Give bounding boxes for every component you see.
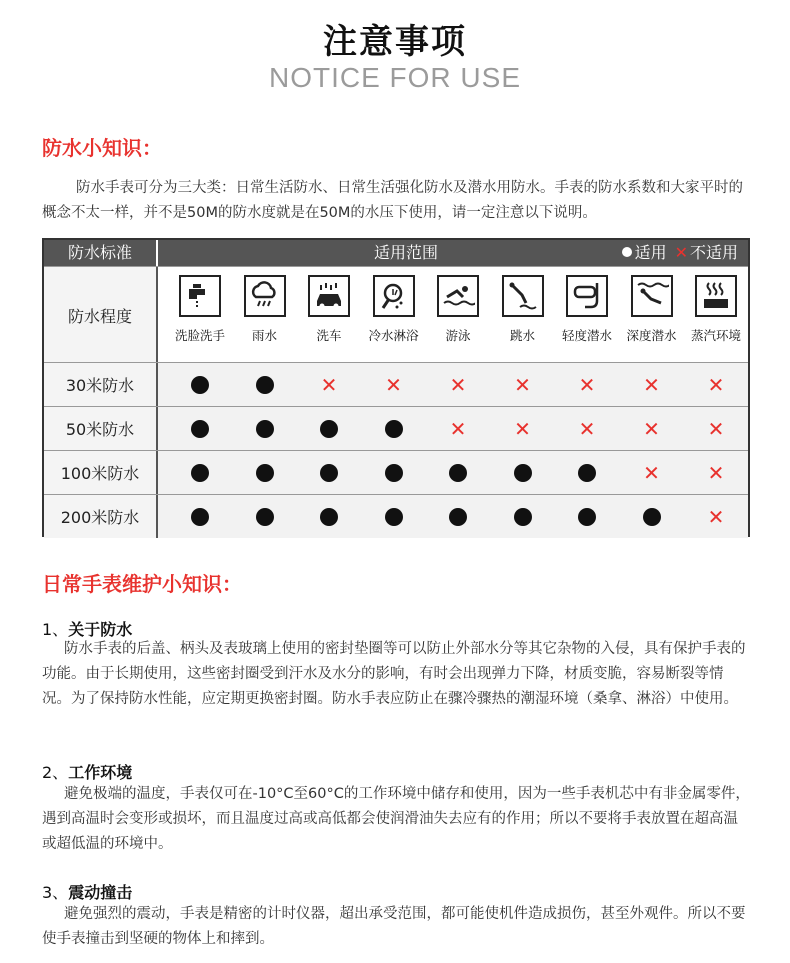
unsuitable-cell (684, 451, 748, 494)
suitable-cell (362, 495, 426, 538)
activity-faucet (165, 275, 235, 344)
unsuitable-cell (620, 407, 684, 450)
suitable-cell (233, 363, 297, 406)
activity-swimming (423, 275, 493, 344)
dot-icon (256, 420, 274, 438)
x-icon: ✕ (578, 372, 596, 397)
dot-icon (449, 464, 467, 482)
header-standard: 防水标准 (44, 240, 158, 266)
activity-row-label: 防水程度 (44, 267, 158, 363)
suitable-cell (362, 451, 426, 494)
activity-diving (488, 275, 558, 344)
suitable-cell (491, 495, 555, 538)
suitable-cell (426, 451, 490, 494)
rain-cloud-icon (244, 275, 286, 317)
suitable-cell (555, 495, 619, 538)
unsuitable-cell (491, 363, 555, 406)
dot-icon (643, 508, 661, 526)
activity-deep-dive (617, 275, 687, 344)
suitable-cell (426, 495, 490, 538)
row-label: 30米防水 (44, 363, 158, 406)
x-icon: ✕ (707, 372, 725, 397)
table-row (44, 494, 748, 538)
dot-icon (191, 376, 209, 394)
activity-steam (681, 275, 751, 344)
activity-label: 雨水 (251, 328, 277, 343)
row-label: 200米防水 (44, 495, 158, 538)
x-icon: ✕ (514, 416, 531, 441)
dot-icon (514, 464, 532, 482)
item-heading: 关于防水 (68, 620, 133, 639)
dot-icon (191, 508, 209, 526)
item-title (42, 880, 132, 903)
table-row (44, 450, 748, 494)
suitable-cell (297, 407, 361, 450)
unsuitable-cell (620, 451, 684, 494)
dot-icon (191, 420, 209, 438)
x-icon: ✕ (578, 416, 596, 441)
item-title (42, 760, 132, 783)
activity-label: 洗车 (316, 328, 342, 343)
activity-car-wash (294, 275, 364, 344)
suitable-cell (362, 407, 426, 450)
table-header (44, 240, 748, 266)
x-icon: ✕ (707, 504, 725, 529)
suitable-cell (233, 407, 297, 450)
item-body: 避免极端的温度，手表仅可在-10°C至60°C的工作环境中储存和使用，因为一些手表机芯中有非金属零件，遇到高温时会变形或损坏，而且温度过高或高低都会使润滑油失去应有的作用；所以不要将手表放置在超高温或超低温的环境中。 (42, 786, 750, 852)
table-row (44, 362, 748, 406)
dot-icon (622, 247, 632, 257)
x-icon: ✕ (707, 460, 725, 485)
x-icon: ✕ (449, 372, 467, 397)
item-number: 2、 (42, 763, 69, 782)
dot-icon (320, 464, 338, 482)
activity-label: 深度潜水 (626, 328, 677, 343)
item-body: 防水手表的后盖、柄头及表玻璃上使用的密封垫圈等可以防止外部水分等其它杂物的入侵，具有保护手表的功能。由于长期使用，这些密封圈受到汗水及水分的影响，有时会出现弹力下降，材质变脆，容易断裂等情况。为了保持防水性能，应定期更换密封圈。防水手表应防止在骤冷骤热的潮湿环境（桑拿、淋浴）中使用。 (42, 641, 746, 707)
x-icon: ✕ (320, 372, 338, 397)
x-icon: ✕ (707, 416, 725, 441)
dot-icon (191, 464, 209, 482)
page-subtitle: NOTICE FOR USE (268, 62, 521, 93)
legend-ok: 适用 (634, 243, 667, 262)
unsuitable-cell (297, 363, 361, 406)
deep-dive-icon (631, 275, 673, 317)
item-heading: 震动撞击 (68, 883, 133, 902)
dot-icon (449, 508, 467, 526)
item-heading: 工作环境 (68, 763, 133, 782)
item-number: 3、 (42, 883, 69, 902)
unsuitable-cell (684, 495, 748, 538)
steam-icon (695, 275, 737, 317)
suitable-cell (233, 495, 297, 538)
car-wash-icon (308, 275, 350, 317)
snorkel-icon (566, 275, 608, 317)
row-label: 100米防水 (44, 451, 158, 494)
table-row (44, 406, 748, 450)
activity-row (44, 266, 748, 363)
x-icon: ✕ (385, 372, 402, 397)
dot-icon (320, 420, 338, 438)
activity-label: 游泳 (445, 328, 471, 343)
dot-icon (385, 464, 403, 482)
activity-label: 冷水淋浴 (368, 328, 419, 343)
unsuitable-cell (555, 363, 619, 406)
swimming-icon (437, 275, 479, 317)
unsuitable-cell (426, 407, 490, 450)
activity-snorkel (552, 275, 622, 344)
activity-shower (359, 275, 429, 344)
unsuitable-cell (620, 363, 684, 406)
item-number: 1、 (42, 620, 69, 639)
dot-icon (320, 508, 338, 526)
suitable-cell (168, 451, 232, 494)
unsuitable-cell (491, 407, 555, 450)
unsuitable-cell (684, 363, 748, 406)
legend-no: 不适用 (689, 243, 738, 262)
suitable-cell (233, 451, 297, 494)
x-icon: ✕ (514, 372, 531, 397)
item-body: 避免强烈的震动，手表是精密的计时仪器，超出承受范围，都可能使机件造成损伤，甚至外观件。所以不要使手表撞击到坚硬的物体上和摔到。 (42, 906, 746, 947)
dot-icon (256, 376, 274, 394)
section-title-waterproof: 防水小知识： (42, 136, 162, 160)
page-title: 注意事项 (323, 22, 467, 62)
activity-rain-cloud (230, 275, 300, 344)
activity-label: 轻度潜水 (561, 328, 612, 343)
dot-icon (256, 508, 274, 526)
dot-icon (385, 508, 403, 526)
suitable-cell (168, 363, 232, 406)
x-icon: ✕ (643, 416, 660, 441)
suitable-cell (168, 407, 232, 450)
x-icon: ✕ (643, 372, 660, 397)
x-icon: ✕ (674, 243, 688, 262)
suitable-cell (491, 451, 555, 494)
x-icon: ✕ (643, 460, 660, 485)
suitable-cell (297, 451, 361, 494)
header-scope: 适用范围 (374, 243, 439, 262)
section-title-maintenance: 日常手表维护小知识： (42, 572, 242, 596)
legend (622, 240, 738, 266)
activity-label: 蒸汽环境 (690, 328, 741, 343)
dot-icon (514, 508, 532, 526)
row-label: 50米防水 (44, 407, 158, 450)
x-icon: ✕ (449, 416, 467, 441)
suitable-cell (297, 495, 361, 538)
shower-icon (373, 275, 415, 317)
unsuitable-cell (555, 407, 619, 450)
suitable-cell (620, 495, 684, 538)
activity-label: 洗脸洗手 (174, 328, 225, 343)
dot-icon (578, 464, 596, 482)
suitable-cell (555, 451, 619, 494)
dot-icon (256, 464, 274, 482)
dot-icon (578, 508, 596, 526)
activity-label: 跳水 (509, 328, 535, 343)
suitable-cell (168, 495, 232, 538)
unsuitable-cell (362, 363, 426, 406)
waterproof-intro: 防水手表可分为三大类：日常生活防水、日常生活强化防水及潜水用防水。手表的防水系数和大家平时的概念不太一样，并不是50M的防水度就是在50M的水压下使用，请一定注意以下说明。 (42, 180, 743, 221)
unsuitable-cell (684, 407, 748, 450)
dot-icon (385, 420, 403, 438)
faucet-icon (179, 275, 221, 317)
waterproof-table (42, 238, 750, 537)
diving-icon (502, 275, 544, 317)
unsuitable-cell (426, 363, 490, 406)
